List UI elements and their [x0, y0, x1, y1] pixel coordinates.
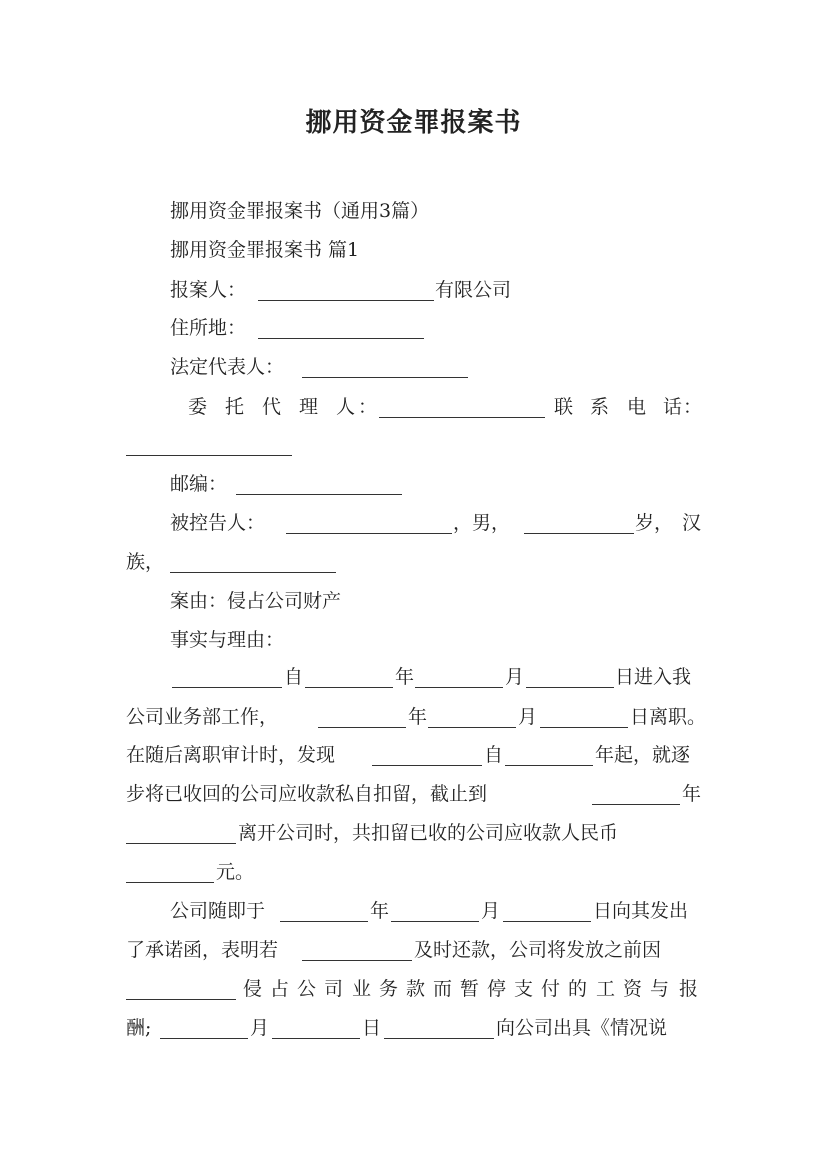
- subtitle-line: [0, 196, 827, 226]
- agent-char: 托: [225, 396, 245, 418]
- p1-company-dept: 公司业务部工作，: [126, 706, 279, 728]
- p2-day-blank[interactable]: [503, 920, 591, 922]
- legal-rep-label: 法定代表人：: [170, 356, 285, 378]
- ethnic-start: 汉: [682, 512, 702, 534]
- p1-leave-year-blank[interactable]: [318, 726, 406, 728]
- p1-amount-blank[interactable]: [126, 881, 214, 883]
- p1-ri-leave: 日离职。: [630, 706, 707, 728]
- p1-leave-day-blank[interactable]: [540, 726, 628, 728]
- phone-line: [0, 430, 827, 460]
- p1-line-4: [0, 779, 827, 809]
- address-blank[interactable]: [258, 337, 424, 339]
- agent-blank[interactable]: [379, 416, 545, 418]
- reporter-suffix: 有限公司: [435, 279, 512, 301]
- p1-nian: 年: [682, 783, 702, 805]
- p2-line-2: [0, 935, 827, 965]
- cause-label: 案由：侵占公司财产: [170, 590, 342, 612]
- p2-char: 报: [679, 978, 699, 1000]
- reporter-label: 报案人：: [170, 279, 247, 301]
- ethnic-end: 族，: [126, 551, 165, 573]
- phone-char: 联: [554, 396, 574, 418]
- p2-issuer-blank[interactable]: [384, 1037, 494, 1039]
- p2-yue2: 月: [250, 1017, 270, 1039]
- p2-month-blank[interactable]: [391, 920, 479, 922]
- p1-until-year-blank[interactable]: [592, 803, 680, 805]
- p1-nian: 年: [408, 706, 428, 728]
- subtitle: 挪用资金罪报案书（通用3篇）: [170, 200, 430, 222]
- p2-nian: 年: [370, 900, 390, 922]
- reporter-line: [0, 275, 827, 305]
- age-blank[interactable]: [524, 532, 634, 534]
- p2-month2-blank[interactable]: [160, 1037, 248, 1039]
- p2-char: 业: [352, 978, 372, 1000]
- p2-promise: 了承诺函，表明若: [126, 939, 279, 961]
- p1-zi: 自: [284, 666, 304, 688]
- address-line: [0, 313, 827, 343]
- p2-ri: 日: [362, 1017, 382, 1039]
- p1-day-blank[interactable]: [526, 686, 614, 688]
- p2-char: 停: [487, 978, 507, 1000]
- p2-ri-sent: 日向其发出: [593, 900, 689, 922]
- p1-line-5: [0, 818, 827, 848]
- p1-line-6: [0, 857, 827, 887]
- p2-char: 款: [406, 978, 426, 1000]
- p2-char: 暂: [460, 978, 480, 1000]
- phone-char: 系: [590, 396, 610, 418]
- reporter-name-blank[interactable]: [258, 299, 434, 301]
- p1-leave-person-blank[interactable]: [126, 842, 236, 844]
- phone-char: 话: [663, 396, 683, 418]
- legal-rep-blank[interactable]: [302, 376, 468, 378]
- p1-withhold: 步将已收回的公司应收款私自扣留，截止到: [126, 783, 488, 805]
- accused-label: 被控告人：: [170, 512, 266, 534]
- agent-char: 人: [336, 396, 356, 418]
- p1-name-blank[interactable]: [172, 686, 282, 688]
- p1-zi: 自: [484, 744, 504, 766]
- cause-line: [0, 586, 827, 616]
- p2-char: 公: [297, 978, 317, 1000]
- p2-year-blank[interactable]: [280, 920, 368, 922]
- accused-line: [0, 508, 827, 538]
- p1-line-2: [0, 702, 827, 732]
- p2-char: 而: [433, 978, 453, 1000]
- p2-char: 务: [379, 978, 399, 1000]
- agent-char: ：: [358, 396, 378, 418]
- p2-day2-blank[interactable]: [272, 1037, 360, 1039]
- p1-yuan: 元。: [216, 861, 255, 883]
- facts-label: 事实与理由：: [170, 629, 285, 651]
- p1-line-3: [0, 740, 827, 770]
- postcode-blank[interactable]: [236, 493, 402, 495]
- p2-chou: 酬;: [126, 1017, 152, 1039]
- p2-line-1: [0, 896, 827, 926]
- p2-char: 的: [568, 978, 588, 1000]
- p2-timely: 及时还款，公司将发放之前因: [414, 939, 662, 961]
- ethnicity-blank[interactable]: [170, 571, 336, 573]
- p2-char: 占: [270, 978, 290, 1000]
- postcode-line: [0, 469, 827, 499]
- male-text: ，男，: [453, 512, 511, 534]
- p1-leave-month-blank[interactable]: [428, 726, 516, 728]
- phone-char: 电: [627, 396, 647, 418]
- p1-leave-total: 离开公司时，共扣留已收的公司应收款人民币: [238, 822, 619, 844]
- part-heading-line: [0, 235, 827, 265]
- agent-char: 委: [188, 396, 208, 418]
- p1-ri-join: 日进入我: [615, 666, 692, 688]
- postcode-label: 邮编：: [170, 473, 228, 495]
- p1-year-blank[interactable]: [305, 686, 393, 688]
- accused-name-blank[interactable]: [286, 532, 452, 534]
- p2-yue: 月: [481, 900, 501, 922]
- agent-line: [0, 392, 827, 422]
- p1-start-year-blank[interactable]: [505, 764, 593, 766]
- p1-month-blank[interactable]: [415, 686, 503, 688]
- address-label: 住所地：: [170, 317, 247, 339]
- p1-person-blank[interactable]: [372, 764, 482, 766]
- p2-line-3: [0, 974, 827, 1004]
- p1-nian-qi: 年起，就逐: [595, 744, 691, 766]
- age-text: 岁，: [635, 512, 674, 534]
- p2-char: 支: [514, 978, 534, 1000]
- phone-char: ：: [683, 396, 703, 418]
- p2-line-4: [0, 1013, 827, 1043]
- p2-char: 付: [541, 978, 561, 1000]
- p2-issue: 向公司出具《情况说: [496, 1017, 668, 1039]
- p1-audit-found: 在随后离职审计时，发现: [126, 744, 336, 766]
- phone-blank[interactable]: [126, 454, 292, 456]
- p2-reason-person-blank[interactable]: [126, 998, 236, 1000]
- agent-char: 理: [299, 396, 319, 418]
- p1-line-1: [0, 662, 827, 692]
- legal-rep-line: [0, 352, 827, 382]
- p2-char: 司: [324, 978, 344, 1000]
- p2-char: 工: [596, 978, 616, 1000]
- p2-char: 与: [650, 978, 670, 1000]
- p1-nian: 年: [395, 666, 415, 688]
- p1-yue: 月: [505, 666, 525, 688]
- p2-person-blank[interactable]: [302, 959, 412, 961]
- p2-char: 侵: [243, 978, 263, 1000]
- part-heading: 挪用资金罪报案书 篇1: [170, 239, 360, 261]
- p2-char: 资: [623, 978, 643, 1000]
- document-title: 挪用资金罪报案书: [305, 108, 522, 138]
- agent-char: 代: [262, 396, 282, 418]
- ethnic-line: [0, 547, 827, 577]
- p2-company-then: 公司随即于: [170, 900, 266, 922]
- facts-line: [0, 625, 827, 655]
- p1-yue: 月: [518, 706, 538, 728]
